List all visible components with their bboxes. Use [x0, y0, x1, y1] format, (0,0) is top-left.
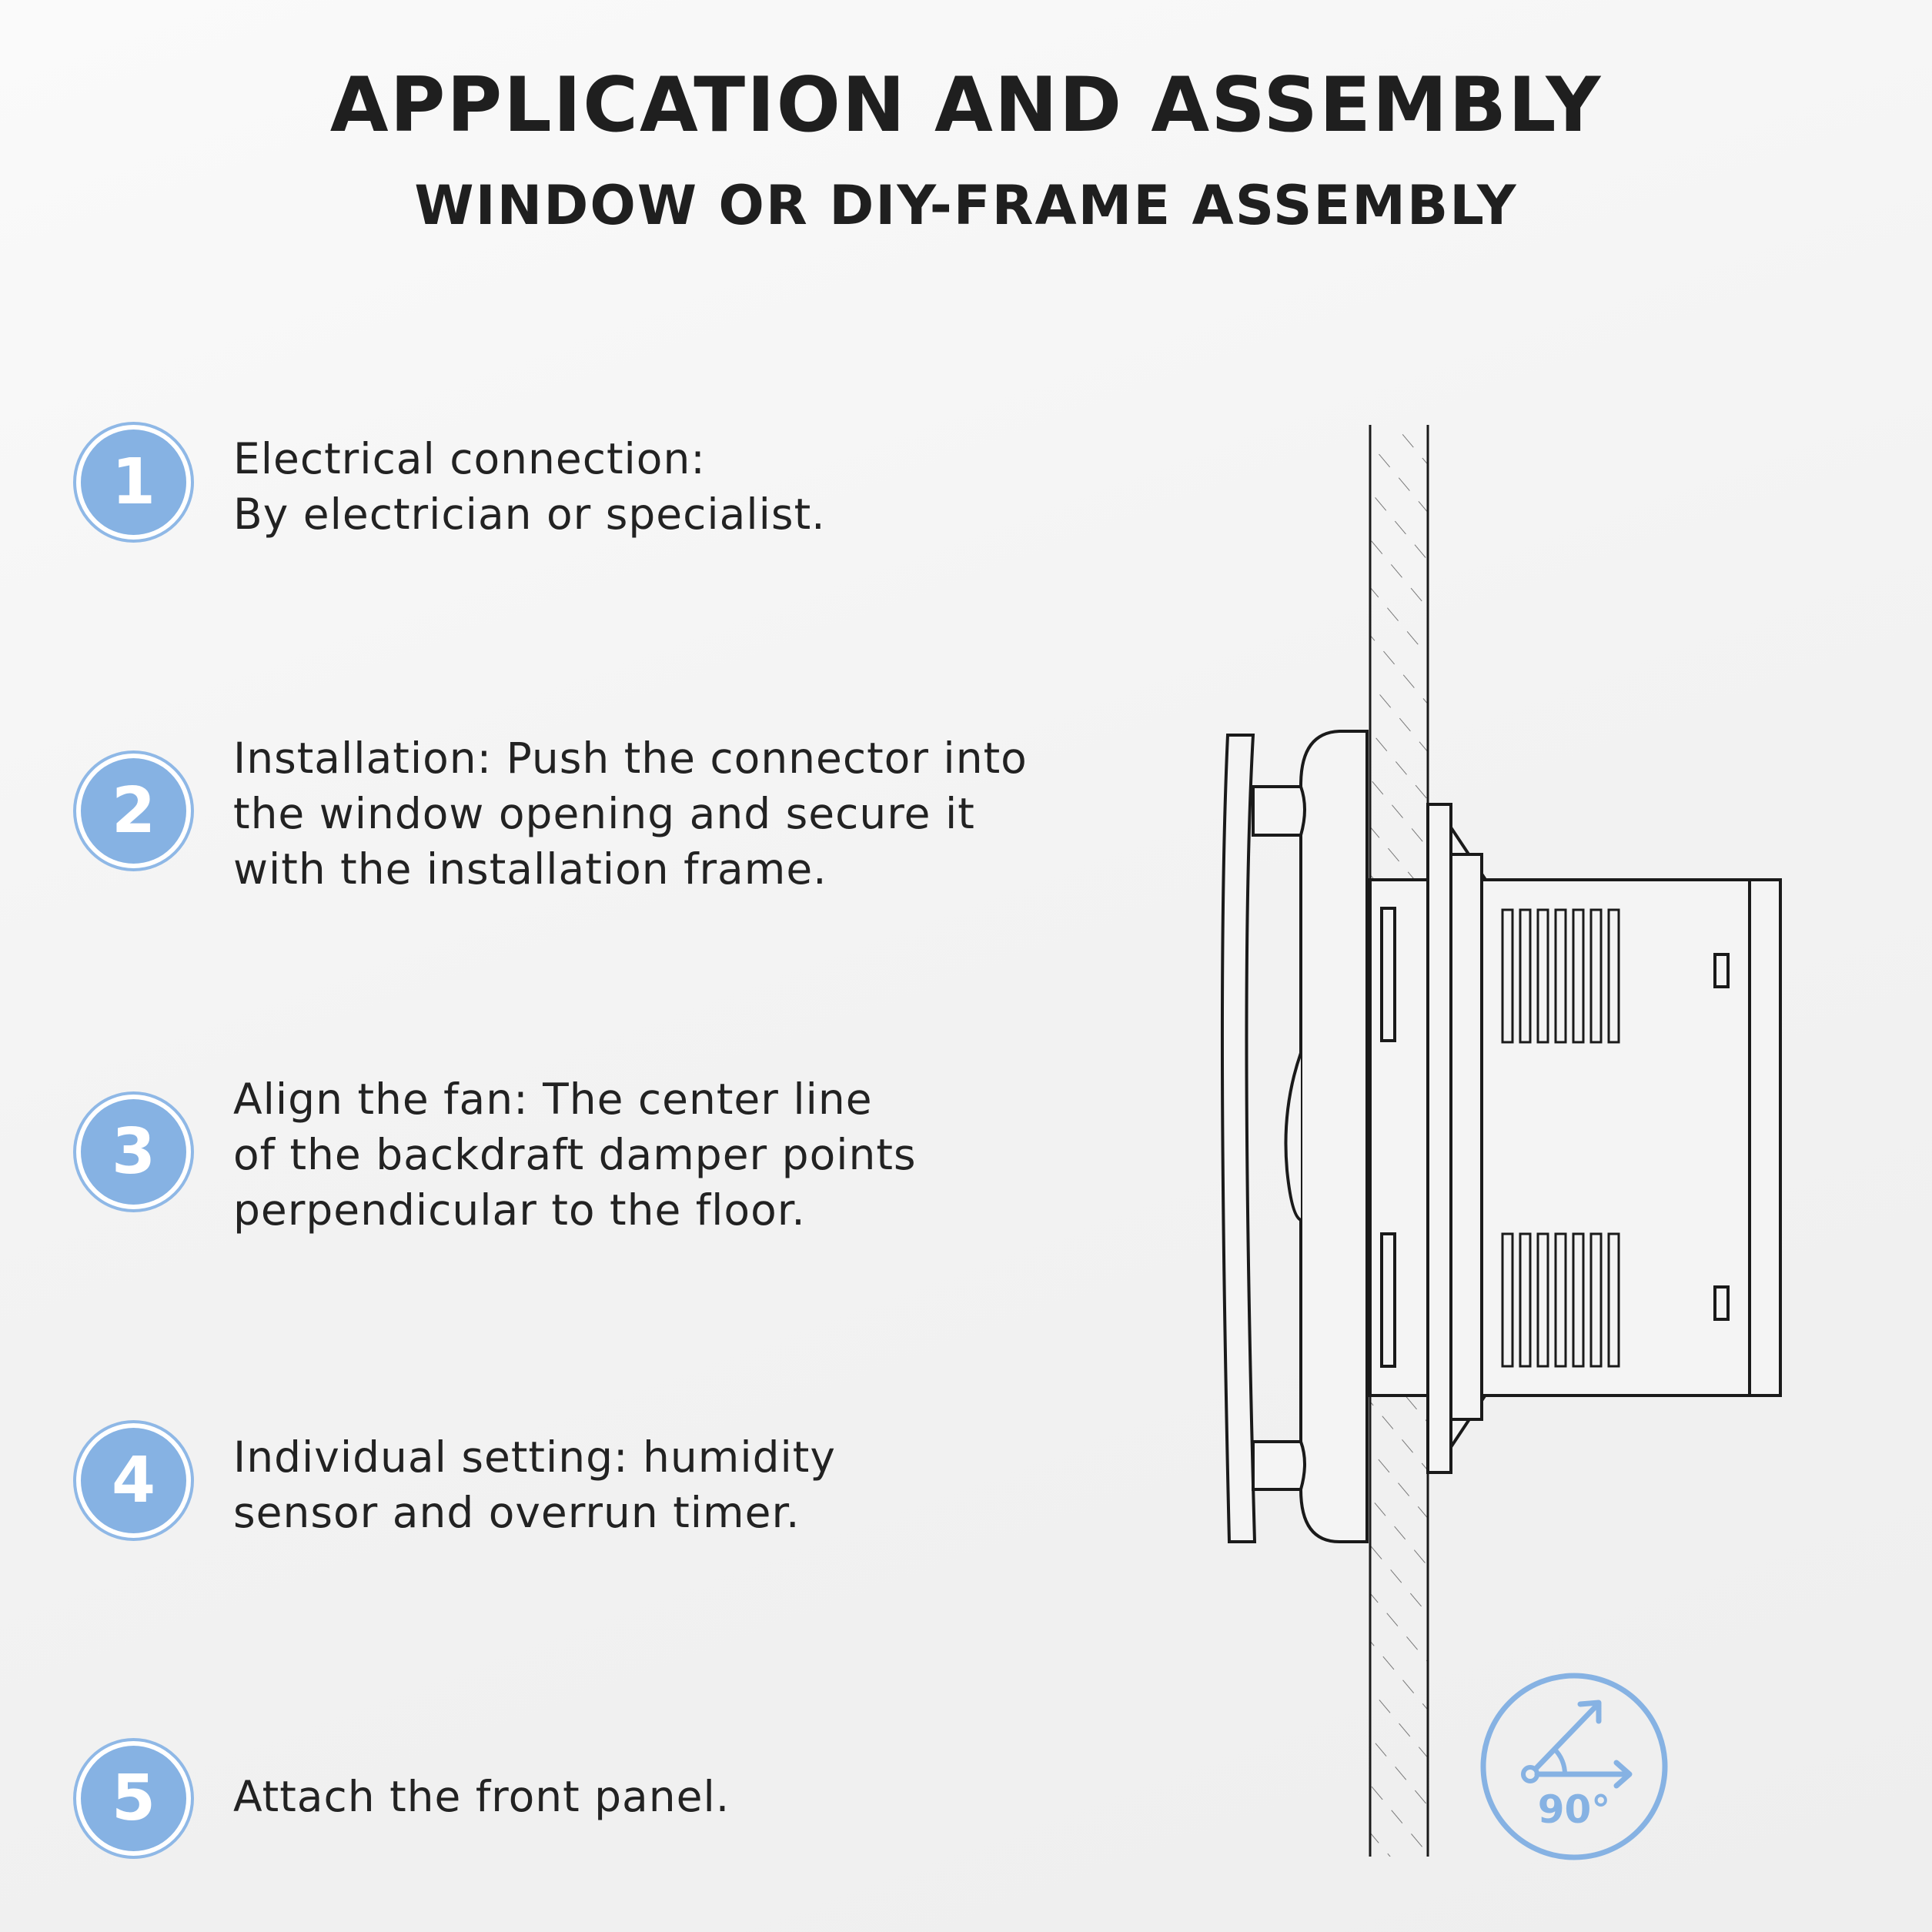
step-text: Installation: Push the connector into the window opening and secure it with the installation frame. — [233, 734, 1028, 894]
page-title: APPLICATION AND ASSEMBLY — [329, 62, 1603, 149]
step-number: 5 — [81, 1746, 186, 1851]
step-number-badge — [73, 1420, 194, 1541]
fan-installation-diagram — [1185, 416, 1840, 1863]
step-number: 1 — [81, 430, 186, 535]
fan-housing — [1222, 731, 1780, 1542]
step-number: 2 — [81, 758, 186, 864]
step-text: Individual setting: humidity sensor and overrun timer. — [233, 1432, 836, 1537]
step-number: 4 — [81, 1428, 186, 1533]
angle-label: 90° — [1537, 1787, 1611, 1832]
page-subtitle: WINDOW OR DIY-FRAME ASSEMBLY — [414, 174, 1518, 237]
step-number-badge — [73, 1738, 194, 1859]
step-number-badge — [73, 422, 194, 543]
step-number-badge — [73, 750, 194, 871]
step-text: Align the fan: The center line of the backdraft damper points perpendicular to the floor. — [233, 1075, 917, 1235]
step-text: Attach the front panel. — [233, 1772, 730, 1821]
step-number-badge — [73, 1091, 194, 1212]
step-number: 3 — [81, 1099, 186, 1205]
step-text: Electrical connection: By electrician or specialist. — [233, 434, 826, 539]
angle-90-icon — [1478, 1670, 1670, 1863]
